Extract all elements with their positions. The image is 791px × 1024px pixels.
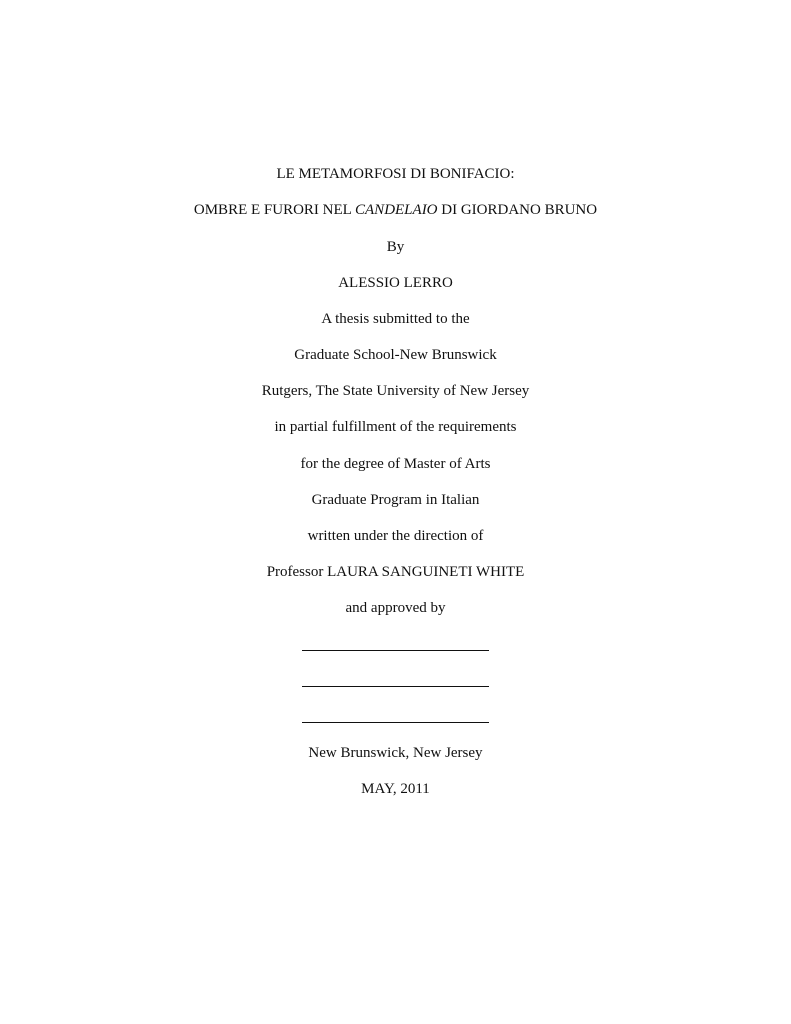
degree-statement: for the degree of Master of Arts: [300, 456, 491, 472]
signature-line-3: [302, 722, 489, 723]
by-label: By: [386, 239, 405, 255]
advisor-name: Professor LAURA SANGUINETI WHITE: [266, 564, 525, 580]
location: New Brunswick, New Jersey: [308, 745, 483, 761]
signature-line-1: [302, 650, 489, 651]
title-suffix: DI GIORDANO BRUNO: [437, 202, 598, 218]
graduate-school: Graduate School-New Brunswick: [294, 347, 497, 363]
title-italic-work: CANDELAIO: [355, 202, 438, 218]
approval-statement: and approved by: [345, 600, 446, 616]
program-name: Graduate Program in Italian: [311, 492, 480, 508]
thesis-title-line-1: LE METAMORFOSI DI BONIFACIO:: [276, 166, 515, 182]
title-prefix: OMBRE E FURORI NEL: [193, 202, 356, 218]
university-name: Rutgers, The State University of New Jersey: [261, 383, 530, 399]
direction-statement: written under the direction of: [307, 528, 484, 544]
author-name: ALESSIO LERRO: [338, 275, 453, 291]
thesis-title-line-2: [0, 201, 791, 219]
fulfillment-statement: in partial fulfillment of the requirements: [274, 419, 517, 435]
signature-line-2: [302, 686, 489, 687]
date: MAY, 2011: [361, 781, 430, 797]
submission-statement: A thesis submitted to the: [321, 311, 470, 327]
